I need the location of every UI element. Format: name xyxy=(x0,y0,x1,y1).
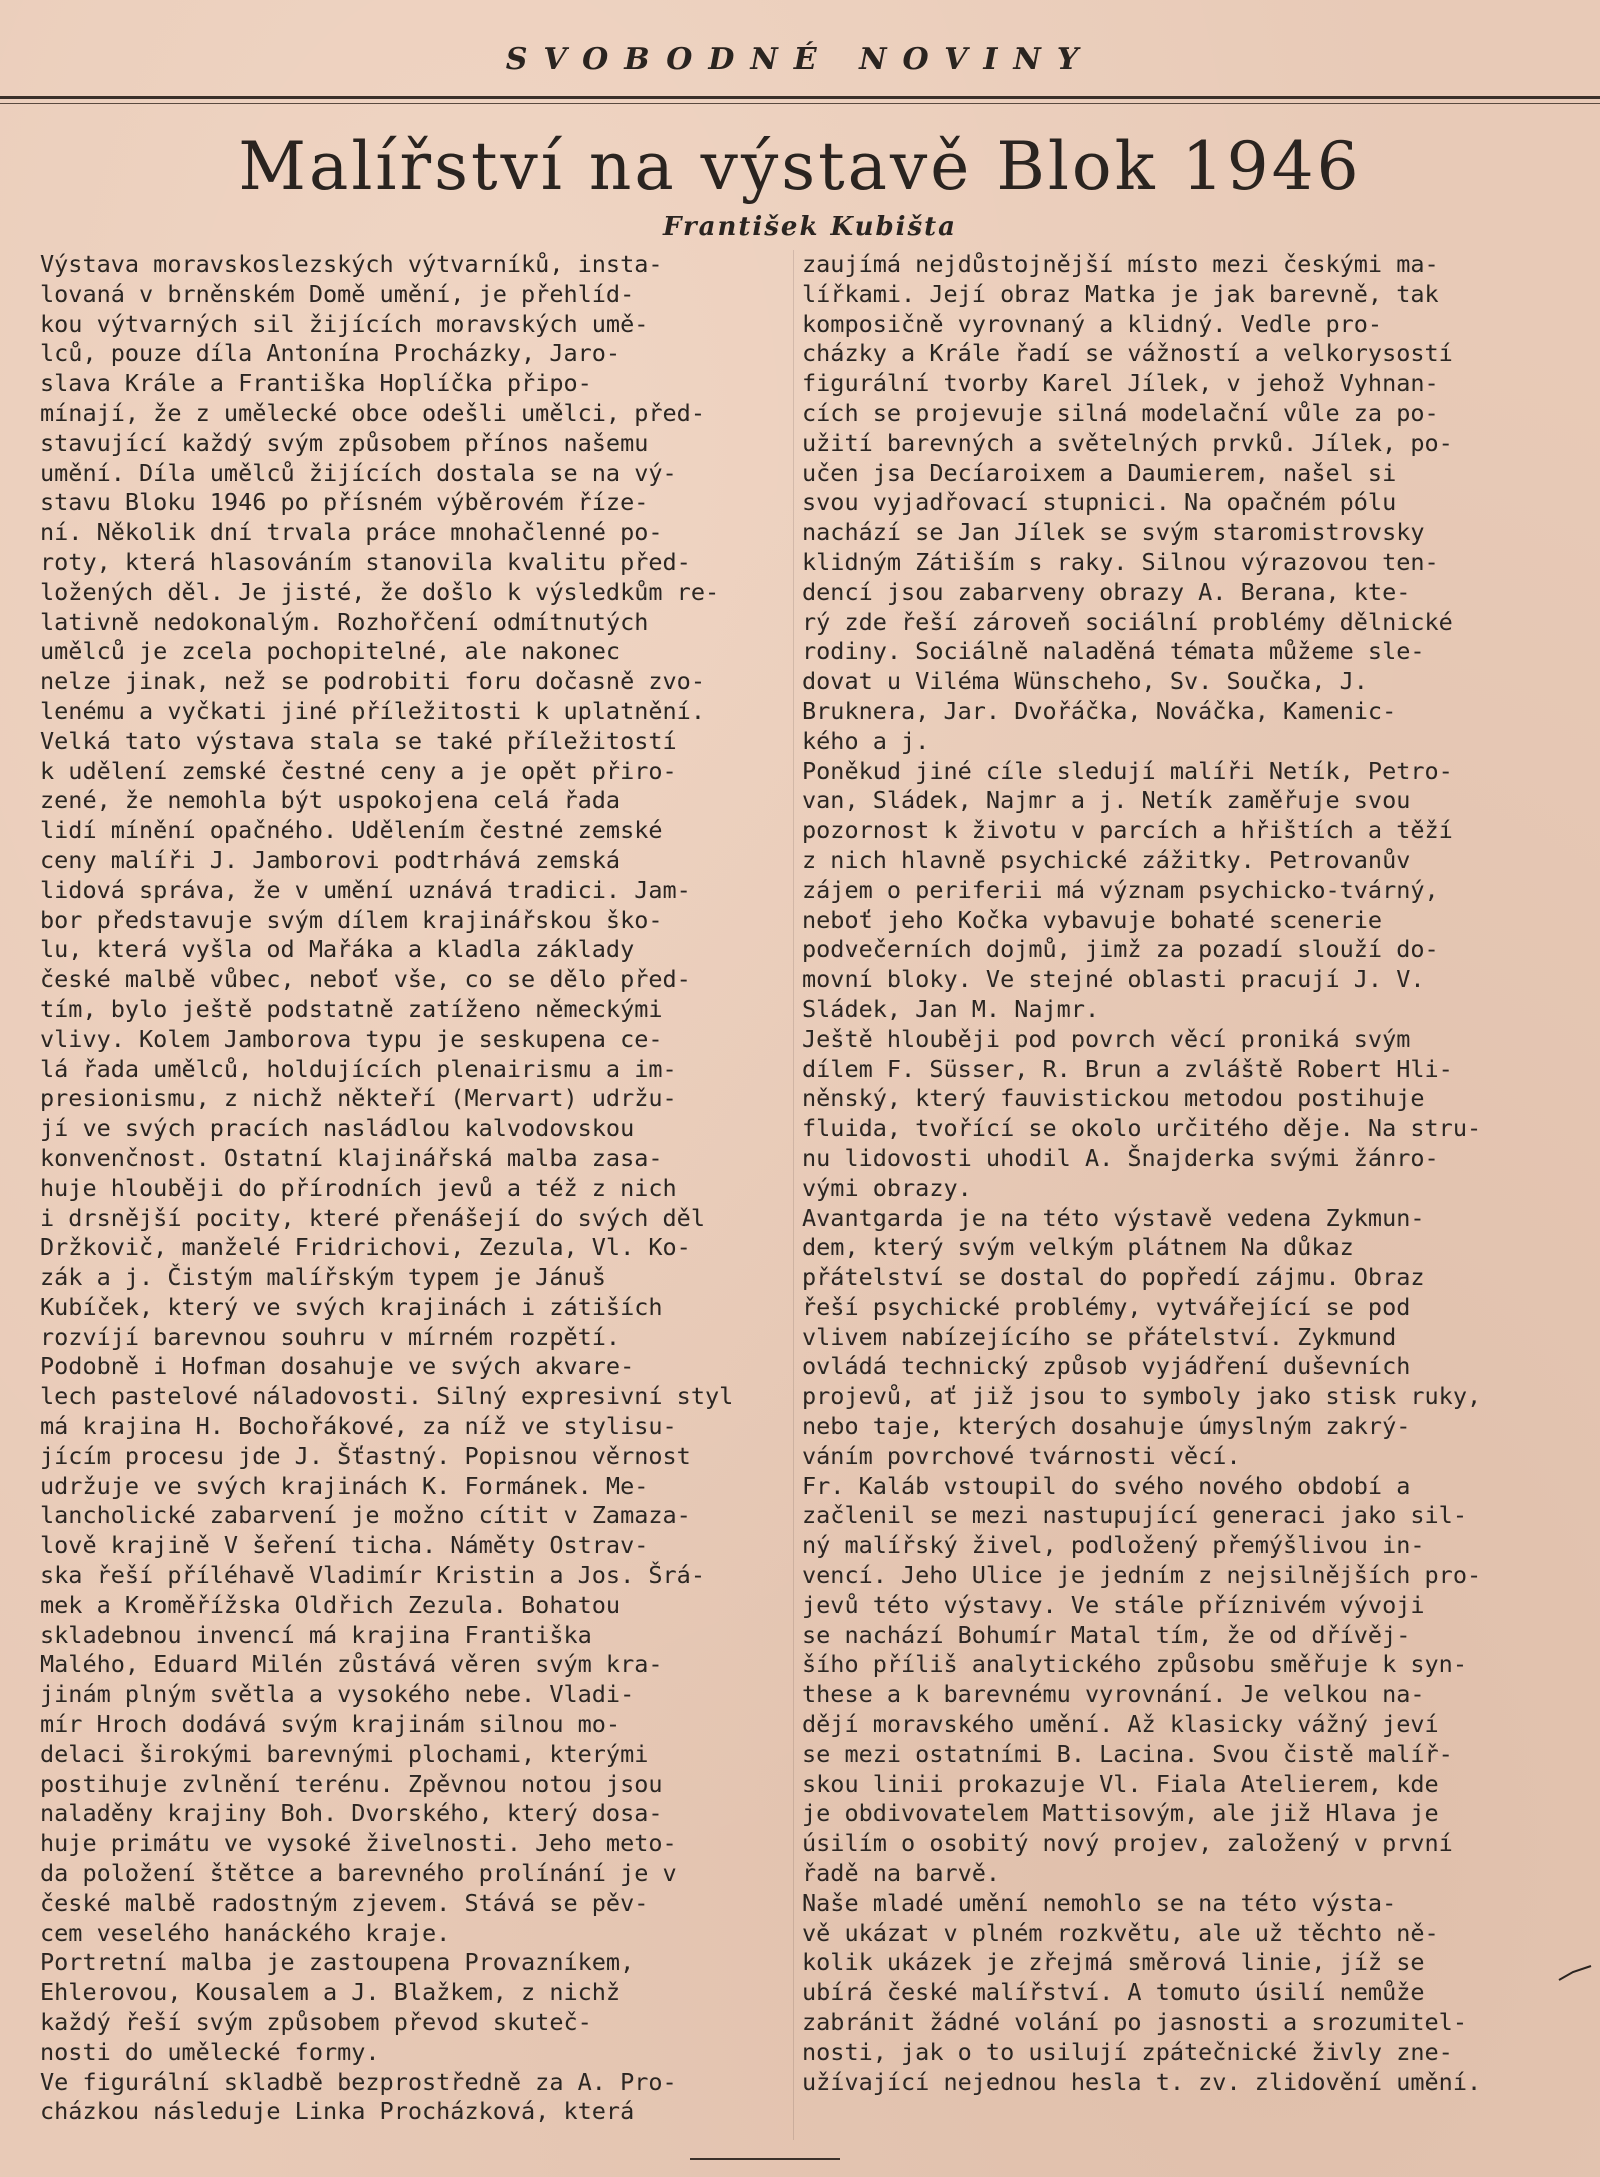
left-column-line: jinám plným světla a vysokého nebe. Vladi- xyxy=(40,1680,635,1709)
left-column-line: nosti do umělecké formy. xyxy=(40,2037,380,2066)
left-column-line: lidová správa, že v umění uznává tradici. Jam- xyxy=(40,875,691,904)
left-column-line: ceny malíři J. Jamborovi podtrhává zemská xyxy=(40,845,621,874)
left-column-line: lu, která vyšla od Mařáka a kladla základy xyxy=(40,935,635,964)
left-column-line: lancholické zabarvení je možno cítit v Zamaza- xyxy=(40,1501,691,1530)
right-column-line: dem, který svým velkým plátnem Na důkaz xyxy=(802,1233,1354,1262)
left-column-line: bor představuje svým dílem krajinářskou ško- xyxy=(40,905,663,934)
right-column-line: zaujímá nejdůstojnější místo mezi českými ma- xyxy=(802,250,1439,278)
right-column-line: these a k barevnému vyrovnání. Je velkou na- xyxy=(802,1680,1425,1709)
right-column-line: nebo taje, kterých dosahuje úmyslným zakrý- xyxy=(802,1412,1411,1441)
right-column-line: užívající nejednou hesla t. zv. zlidovění umění. xyxy=(802,2067,1482,2096)
right-column-line: nachází se Jan Jílek se svým staromistrovsky xyxy=(802,518,1425,547)
left-column-line: jícím procesu jde J. Šťastný. Popisnou věrnost xyxy=(40,1441,691,1470)
right-column-line: něnský, který fauvistickou metodou postihuje xyxy=(802,1084,1425,1113)
article-byline: František Kubišta xyxy=(662,212,958,242)
masthead-rule-thin xyxy=(0,103,1600,104)
left-column-line: konvenčnost. Ostatní klajinářská malba zasa- xyxy=(40,1143,663,1172)
right-column-line: figurální tvorby Karel Jílek, v jehož Vyhnan- xyxy=(802,369,1439,398)
left-column-line: lově krajině V šeření ticha. Náměty Ostrav- xyxy=(40,1531,649,1560)
right-column-line: projevů, ať již jsou to symboly jako stisk ruky, xyxy=(802,1382,1482,1411)
left-column-line: lenému a vyčkati jiné příležitosti k uplatnění. xyxy=(40,696,705,725)
right-column-line: cházky a Krále řadí se vážností a velkorysostí xyxy=(802,339,1453,368)
right-column-line: ovládá technický způsob vyjádření duševních xyxy=(802,1352,1411,1381)
right-column-line: užití barevných a světelných prvků. Jílek, po- xyxy=(802,428,1453,457)
left-column-line: Portretní malba je zastoupena Provazníkem, xyxy=(40,1948,635,1977)
left-column-line: Výstava moravskoslezských výtvarníků, insta- xyxy=(40,250,663,278)
left-column-line: stavující každý svým způsobem přínos našemu xyxy=(40,428,649,457)
right-column-line: dějí moravského umění. Až klasicky vážný jeví xyxy=(802,1710,1439,1739)
right-column-line: řeší psychické problémy, vytvářející se pod xyxy=(802,1292,1411,1321)
right-column-line: rý zde řeší zároveň sociální problémy dělnické xyxy=(802,607,1453,636)
left-column-line: stavu Bloku 1946 po přísném výběrovém říze- xyxy=(40,488,649,517)
left-column-line: české malbě vůbec, neboť vše, co se dělo před- xyxy=(40,965,691,994)
left-column-line: Držkovič, manželé Fridrichovi, Zezula, Vl. Ko- xyxy=(40,1233,691,1262)
article-headline: Malířství na výstavě Blok 1946 xyxy=(238,128,1362,205)
left-column-line: naladěny krajiny Boh. Dvorského, který dosa- xyxy=(40,1799,663,1828)
right-column-line: ný malířský živel, podložený přemýšlivou in- xyxy=(802,1531,1425,1560)
right-column-line: lířkami. Její obraz Matka je jak barevně, tak xyxy=(802,279,1439,308)
left-column-line: lců, pouze díla Antonína Procházky, Jaro- xyxy=(40,339,621,368)
left-column-line: zené, že nemohla být uspokojena celá řada xyxy=(40,786,621,815)
right-column-line: zabránit žádné volání po jasnosti a srozumitel- xyxy=(802,2008,1467,2037)
right-column-line: zájem o periferii má význam psychicko-tvárný, xyxy=(802,875,1439,904)
right-column-line: jevů této výstavy. Ve stále příznivém vývoji xyxy=(802,1590,1425,1619)
column-divider xyxy=(793,250,794,2140)
right-column-line: Ještě hlouběji pod povrch věcí proniká svým xyxy=(802,1024,1411,1053)
right-column-line: šího příliš analytického způsobu směřuje k syn- xyxy=(802,1650,1467,1679)
right-column-line: podvečerních dojmů, jimž za pozadí slouží do- xyxy=(802,935,1439,964)
right-column-line: nosti, jak o to usilují zpátečnické živly zne- xyxy=(802,2037,1453,2066)
left-column-line: da položení štětce a barevného prolínání je v xyxy=(40,1859,677,1888)
right-column-line: učen jsa Decíaroixem a Daumierem, našel si xyxy=(802,458,1397,487)
left-column-line: má krajina H. Bochořákové, za níž ve stylisu- xyxy=(40,1412,677,1441)
right-column-line: úsilím o osobitý nový projev, založený v první xyxy=(802,1829,1453,1858)
right-column-line: přátelství se dostal do popředí zájmu. Obraz xyxy=(802,1263,1425,1292)
newspaper-masthead: SVOBODNÉ NOVINY xyxy=(505,42,1095,77)
article-column-right xyxy=(802,250,1560,2097)
right-column-line: vě ukázat v plném rozkvětu, ale už těchto ně- xyxy=(802,1918,1439,1947)
right-column-line: váním povrchové tvárnosti věcí. xyxy=(802,1441,1241,1470)
left-column-line: tím, bylo ještě podstatně zatíženo německými xyxy=(40,994,663,1023)
right-column-line: neboť jeho Kočka vybavuje bohaté scenerie xyxy=(802,905,1383,934)
right-column-line: se nachází Bohumír Matal tím, že od dřívěj- xyxy=(802,1620,1411,1649)
left-column-line: jí ve svých pracích nasládlou kalvodovskou xyxy=(40,1114,635,1143)
left-column-line: Ehlerovou, Kousalem a J. Blažkem, z nichž xyxy=(40,1978,621,2007)
right-column-line: nu lidovosti uhodil A. Šnajderka svými žánro- xyxy=(802,1143,1439,1172)
left-column-line: Podobně i Hofman dosahuje ve svých akvare- xyxy=(40,1352,635,1381)
left-column-line: Ve figurální skladbě bezprostředně za A. Pro- xyxy=(40,2067,677,2096)
right-column-line: dencí jsou zabarveny obrazy A. Berana, kte- xyxy=(802,577,1411,606)
left-column-line: slava Krále a Františka Hoplíčka připo- xyxy=(40,369,592,398)
right-column-line: rodiny. Sociálně naladěná témata můžeme sle- xyxy=(802,637,1425,666)
left-column-line: k udělení zemské čestné ceny a je opět přiro- xyxy=(40,756,677,785)
article-column-left xyxy=(40,250,785,2127)
left-column-line: presionismu, z nichž někteří (Mervart) udržu- xyxy=(40,1084,677,1113)
right-column-line: vlivem nabízejícího se přátelství. Zykmund xyxy=(802,1322,1397,1351)
left-column-line: huje primátu ve vysoké živelnosti. Jeho meto- xyxy=(40,1829,677,1858)
left-column-line: lidí mínění opačného. Udělením čestné zemské xyxy=(40,816,663,845)
left-column-line: lech pastelové náladovosti. Silný expresivní styl xyxy=(40,1382,734,1411)
right-column-line: fluida, tvořící se okolo určitého děje. Na stru- xyxy=(802,1114,1482,1143)
right-column-line: movní bloky. Ve stejné oblasti pracují J. V. xyxy=(802,965,1425,994)
right-column-line: vými obrazy. xyxy=(802,1173,972,1202)
left-column-line: Malého, Eduard Milén zůstává věren svým kra- xyxy=(40,1650,663,1679)
left-column-line: ní. Několik dní trvala práce mnohačlenné po- xyxy=(40,518,663,547)
right-column-line: skou linii prokazuje Vl. Fiala Atelierem, kde xyxy=(802,1769,1439,1798)
article-end-rule xyxy=(690,2158,840,2160)
left-column-line: Kubíček, který ve svých krajinách i zátiších xyxy=(40,1292,663,1321)
right-column-line: cích se projevuje silná modelační vůle za po- xyxy=(802,398,1439,427)
right-column-line: pozornost k životu v parcích a hřištích a těží xyxy=(802,816,1453,845)
right-column-line: kého a j. xyxy=(802,726,930,755)
left-column-line: delaci širokými barevnými plochami, kterými xyxy=(40,1739,649,1768)
right-column-line: ubírá české malířství. A tomuto úsilí nemůže xyxy=(802,1978,1425,2007)
left-column-line: kou výtvarných sil žijících moravských umě- xyxy=(40,309,649,338)
right-column-line: řadě na barvě. xyxy=(802,1859,1001,1888)
right-column-line: van, Sládek, Najmr a j. Netík zaměřuje svou xyxy=(802,786,1411,815)
left-column-line: cem veselého hanáckého kraje. xyxy=(40,1918,451,1947)
right-column-line: kolik ukázek je zřejmá směrová linie, jíž se xyxy=(802,1948,1425,1977)
left-column-line: lativně nedokonalým. Rozhořčení odmítnutých xyxy=(40,607,649,636)
left-column-line: i drsnější pocity, které přenášejí do svých děl xyxy=(40,1203,705,1232)
right-column-line: Bruknera, Jar. Dvořáčka, Nováčka, Kamenic- xyxy=(802,696,1397,725)
right-column-line: Naše mladé umění nemohlo se na této výsta- xyxy=(802,1888,1397,1917)
left-column-line: skladebnou invencí má krajina Františka xyxy=(40,1620,592,1649)
left-column-line: české malbě radostným zjevem. Stává se pěv- xyxy=(40,1888,649,1917)
right-column-line: z nich hlavně psychické zážitky. Petrovanův xyxy=(802,845,1411,874)
left-column-line: mír Hroch dodává svým krajinám silnou mo- xyxy=(40,1710,621,1739)
left-column-line: cházkou následuje Linka Procházková, která xyxy=(40,2097,635,2126)
right-column-line: je obdivovatelem Mattisovým, ale již Hlava je xyxy=(802,1799,1439,1828)
right-column-line: Sládek, Jan M. Najmr. xyxy=(802,994,1100,1023)
left-column-line: každý řeší svým způsobem převod skuteč- xyxy=(40,2008,592,2037)
masthead-rule xyxy=(0,96,1600,99)
left-column-line: vlivy. Kolem Jamborova typu je seskupena ce- xyxy=(40,1024,663,1053)
left-column-line: lovaná v brněnském Domě umění, je přehlíd- xyxy=(40,279,635,308)
left-column-line: postihuje zvlnění terénu. Zpěvnou notou jsou xyxy=(40,1769,663,1798)
left-column-line: ska řeší příléhavě Vladimír Kristin a Jos. Šrá- xyxy=(40,1561,705,1590)
left-column-line: udržuje ve svých krajinách K. Formánek. Me- xyxy=(40,1471,649,1500)
right-column-line: Avantgarda je na této výstavě vedena Zykmun- xyxy=(802,1203,1425,1232)
left-column-line: huje hlouběji do přírodních jevů a též z nich xyxy=(40,1173,677,1202)
left-column-line: rozvíjí barevnou souhru v mírném rozpětí. xyxy=(40,1322,621,1351)
left-column-line: mek a Kroměřížska Oldřich Zezula. Bohatou xyxy=(40,1590,621,1619)
left-column-line: roty, která hlasováním stanovila kvalitu před- xyxy=(40,547,691,576)
left-column-line: zák a j. Čistým malířským typem je Jánuš xyxy=(40,1263,606,1292)
right-column-line: se mezi ostatními B. Lacina. Svou čistě malíř- xyxy=(802,1739,1453,1768)
right-column-line: svou vyjadřovací stupnici. Na opačném pólu xyxy=(802,488,1397,517)
right-column-line: klidným Zátiším s raky. Silnou výrazovou ten- xyxy=(802,547,1439,576)
left-column-line: mínají, že z umělecké obce odešli umělci, před- xyxy=(40,398,705,427)
left-column-line: nelze jinak, než se podrobiti foru dočasně zvo- xyxy=(40,667,705,696)
right-column-line: dílem F. Süsser, R. Brun a zvláště Robert Hli- xyxy=(802,1054,1453,1083)
right-column-line: komposičně vyrovnaný a klidný. Vedle pro- xyxy=(802,309,1383,338)
right-column-line: Fr. Kaláb vstoupil do svého nového období a xyxy=(802,1471,1411,1500)
left-column-line: lá řada umělců, holdujících plenairismu a im- xyxy=(40,1054,677,1083)
right-column-line: začlenil se mezi nastupující generaci jako sil- xyxy=(802,1501,1467,1530)
left-column-line: umění. Díla umělců žijících dostala se na vý- xyxy=(40,458,677,487)
pencil-mark-icon xyxy=(1555,1950,1595,1990)
right-column-line: dovat u Viléma Wünscheho, Sv. Součka, J. xyxy=(802,667,1368,696)
left-column-line: ložených děl. Je jisté, že došlo k výsledkům re- xyxy=(40,577,720,606)
left-column-line: umělců je zcela pochopitelné, ale nakonec xyxy=(40,637,621,666)
right-column-line: vencí. Jeho Ulice je jedním z nejsilnějších pro- xyxy=(802,1561,1482,1590)
left-column-line: Velká tato výstava stala se také příležitostí xyxy=(40,726,677,755)
right-column-line: Poněkud jiné cíle sledují malíři Netík, Petro- xyxy=(802,756,1453,785)
